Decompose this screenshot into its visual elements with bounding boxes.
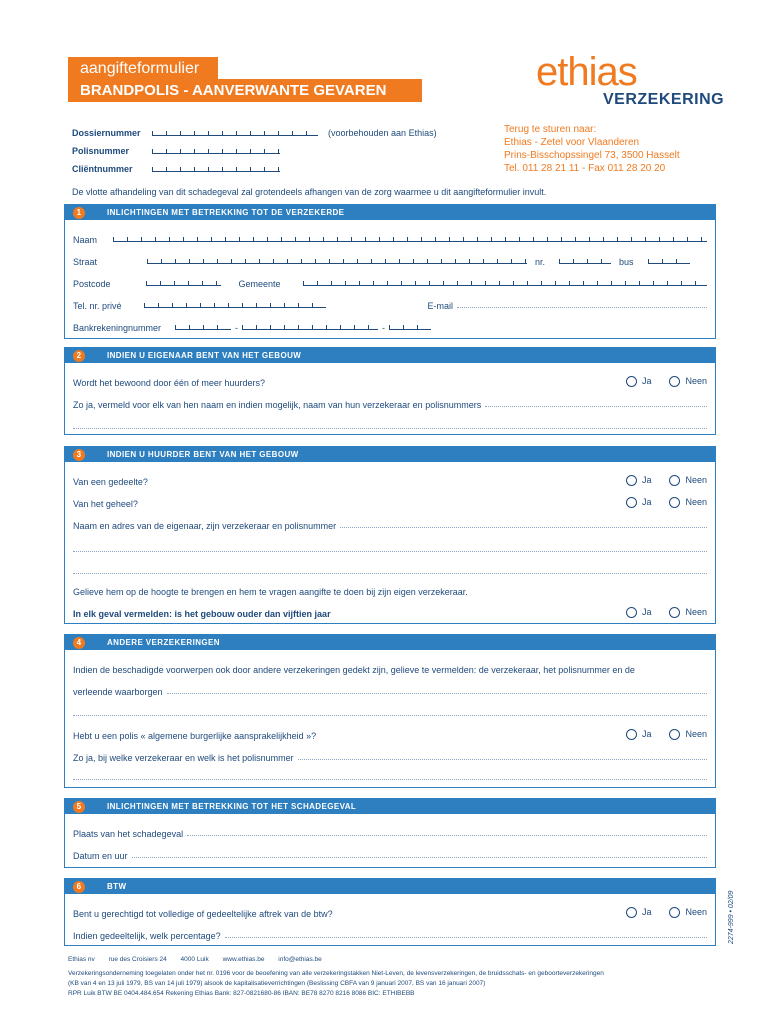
no-label: Neen bbox=[685, 729, 707, 739]
polis-field[interactable] bbox=[152, 148, 280, 154]
bank-field-1[interactable] bbox=[175, 324, 231, 330]
s3-q1-no-radio[interactable] bbox=[669, 475, 680, 486]
s3-q5-yes-radio[interactable] bbox=[626, 607, 637, 618]
email-label: E-mail bbox=[427, 301, 454, 311]
bank-label: Bankrekeningnummer bbox=[73, 323, 162, 333]
client-field[interactable] bbox=[152, 166, 280, 172]
return-line: Terug te sturen naar: bbox=[504, 124, 597, 135]
section-number: 4 bbox=[73, 637, 85, 649]
form-code: 2274-999 • 02/09 bbox=[728, 890, 735, 944]
footer-legal: RPR Luik BTW BE 0404.484.654 Rekening Ethias Bank: 827-0821680-86 IBAN: BE78 8270 8216 8086 BIC: ETHIBEBB bbox=[68, 990, 415, 997]
s2-q2-field[interactable] bbox=[485, 406, 707, 407]
s2-extra-line[interactable] bbox=[73, 428, 707, 429]
section-title: INLICHTINGEN MET BETREKKING TOT HET SCHADEGEVAL bbox=[107, 802, 357, 811]
dossier-field[interactable] bbox=[152, 130, 318, 136]
s4-q1-label: Indien de beschadigde voorwerpen ook door andere verzekeringen gedekt zijn, gelieve te vermelden: de verzekeraar, het polisnummer en de bbox=[73, 665, 635, 675]
footer-legal: (KB van 4 en 13 juli 1979, BS van 14 juli 1979) alsook de kapitalisatieverrichtingen (Beslissing CBFA van 9 januari 2007, BS van 16 januari 2007) bbox=[68, 980, 486, 987]
section-number: 6 bbox=[73, 881, 85, 893]
tel-label: Tel. nr. privé bbox=[73, 301, 122, 311]
postcode-label: Postcode bbox=[73, 279, 111, 289]
gemeente-label: Gemeente bbox=[238, 279, 281, 289]
yes-label: Ja bbox=[641, 907, 652, 917]
footer-web[interactable]: www.ethias.be bbox=[222, 956, 265, 963]
intro-text: De vlotte afhandeling van dit schadegeval zal grotendeels afhangen van de zorg waarmee u dit aangifteformulier invult. bbox=[72, 187, 547, 197]
postcode-field[interactable] bbox=[146, 280, 221, 286]
no-label: Neen bbox=[685, 475, 707, 485]
gemeente-field[interactable] bbox=[303, 280, 707, 286]
straat-label: Straat bbox=[73, 257, 98, 267]
nr-label: nr. bbox=[535, 257, 546, 267]
s3-q1-yes-radio[interactable] bbox=[626, 475, 637, 486]
client-label: Cliëntnummer bbox=[72, 164, 133, 174]
return-address bbox=[504, 123, 680, 175]
footer-mail[interactable]: info@ethias.be bbox=[278, 956, 322, 963]
s5-q1-label: Plaats van het schadegeval bbox=[73, 829, 184, 839]
s4-q2-label: Hebt u een polis « algemene burgerlijke aansprakelijkheid »? bbox=[73, 731, 317, 741]
email-field[interactable] bbox=[457, 307, 707, 308]
no-label: Neen bbox=[685, 607, 707, 617]
s5-q2-field[interactable] bbox=[132, 857, 707, 858]
naam-field[interactable] bbox=[113, 236, 707, 242]
s6-q1-label: Bent u gerechtigd tot volledige of gedeeltelijke aftrek van de btw? bbox=[73, 909, 333, 919]
footer-company: Ethias nv bbox=[68, 956, 95, 963]
footer-legal: Verzekeringsonderneming toegelaten onder het nr. 0196 voor de beoefening van alle verzekeringstakken Niet-Leven, de levensverzekeringen, de bruidsschats- en geboorteverzekeringen bbox=[68, 970, 604, 977]
return-line: Tel. 011 28 21 11 - Fax 011 28 20 20 bbox=[504, 163, 666, 174]
section-insured: 1 INLICHTINGEN MET BETREKKING TOT DE VERZEKERDE Naam Straat nr. bus Postcode Gemeente Tel. nr. privé E-mail Bankrekeningnummer - - bbox=[64, 204, 716, 339]
s4-extra-line[interactable] bbox=[73, 779, 707, 780]
logo-word: ethias bbox=[536, 50, 637, 94]
s4-q3-field[interactable] bbox=[298, 759, 707, 760]
section-title: BTW bbox=[107, 882, 127, 891]
s3-q2-no-radio[interactable] bbox=[669, 497, 680, 508]
return-line: Prins-Bisschopssingel 73, 3500 Hasselt bbox=[504, 150, 680, 161]
s6-q1-no-radio[interactable] bbox=[669, 907, 680, 918]
s5-q2-label: Datum en uur bbox=[73, 851, 128, 861]
s2-q1-yes-radio[interactable] bbox=[626, 376, 637, 387]
s2-q2-label: Zo ja, vermeld voor elk van hen naam en indien mogelijk, naam van hun verzekeraar en polisnummers bbox=[73, 400, 482, 410]
section-title: INDIEN U HUURDER BENT VAN HET GEBOUW bbox=[107, 450, 299, 459]
naam-label: Naam bbox=[73, 235, 98, 245]
s3-q2-yes-radio[interactable] bbox=[626, 497, 637, 508]
bank-field-2[interactable] bbox=[242, 324, 378, 330]
s6-q1-yes-radio[interactable] bbox=[626, 907, 637, 918]
s3-q5-label: In elk geval vermelden: is het gebouw ouder dan vijftien jaar bbox=[73, 609, 331, 619]
dossier-label: Dossiernummer bbox=[72, 128, 141, 138]
section-tenant bbox=[64, 446, 716, 624]
section-number: 2 bbox=[73, 350, 85, 362]
logo-sub: VERZEKERING bbox=[603, 91, 725, 108]
nr-field[interactable] bbox=[559, 258, 611, 264]
no-label: Neen bbox=[685, 497, 707, 507]
s3-q1-label: Van een gedeelte? bbox=[73, 477, 148, 487]
section-title: INDIEN U EIGENAAR BENT VAN HET GEBOUW bbox=[107, 351, 302, 360]
s2-q1-label: Wordt het bewoond door één of meer huurders? bbox=[73, 378, 265, 388]
footer bbox=[68, 955, 604, 999]
s3-q2-label: Van het geheel? bbox=[73, 499, 138, 509]
no-label: Neen bbox=[685, 907, 707, 917]
s6-q2-label: Indien gedeeltelijk, welk percentage? bbox=[73, 931, 221, 941]
s4-q1-field[interactable] bbox=[167, 693, 707, 694]
s4-q1b-label: verleende waarborgen bbox=[73, 687, 163, 697]
tel-field[interactable] bbox=[144, 302, 326, 308]
bus-field[interactable] bbox=[648, 258, 690, 264]
header-fields bbox=[72, 124, 437, 178]
polis-label: Polisnummer bbox=[72, 146, 130, 156]
section-owner bbox=[64, 347, 716, 435]
form-title: BRANDPOLIS - AANVERWANTE GEVAREN bbox=[68, 79, 422, 102]
return-line: Ethias - Zetel voor Vlaanderen bbox=[504, 137, 640, 148]
s4-q2-no-radio[interactable] bbox=[669, 729, 680, 740]
dossier-note: (voorbehouden aan Ethias) bbox=[328, 128, 437, 138]
s3-q3-field[interactable] bbox=[340, 527, 707, 528]
s3-q4-label: Gelieve hem op de hoogte te brengen en hem te vragen aangifte te doen bij zijn eigen verzekeraar. bbox=[73, 587, 468, 597]
section-number: 1 bbox=[73, 207, 85, 219]
s3-q5-no-radio[interactable] bbox=[669, 607, 680, 618]
footer-city: 4000 Luik bbox=[180, 956, 209, 963]
yes-label: Ja bbox=[641, 376, 652, 386]
section-vat bbox=[64, 878, 716, 946]
section-number: 5 bbox=[73, 801, 85, 813]
s6-q2-field[interactable] bbox=[225, 937, 707, 938]
ethias-logo bbox=[528, 30, 725, 110]
s4-extra-line[interactable] bbox=[73, 715, 707, 716]
yes-label: Ja bbox=[641, 729, 652, 739]
bus-label: bus bbox=[619, 257, 634, 267]
s4-q2-yes-radio[interactable] bbox=[626, 729, 637, 740]
yes-label: Ja bbox=[641, 497, 652, 507]
section-number: 3 bbox=[73, 449, 85, 461]
section-title: ANDERE VERZEKERINGEN bbox=[107, 638, 220, 647]
footer-street: rue des Croisiers 24 bbox=[108, 956, 167, 963]
form-subtitle: aangifteformulier bbox=[68, 57, 218, 79]
s4-q3-label: Zo ja, bij welke verzekeraar en welk is het polisnummer bbox=[73, 753, 294, 763]
yes-label: Ja bbox=[641, 475, 652, 485]
bank-field-3[interactable] bbox=[389, 324, 431, 330]
section-claim-info bbox=[64, 798, 716, 868]
straat-field[interactable] bbox=[147, 258, 527, 264]
s3-extra-line[interactable] bbox=[73, 551, 707, 552]
section-title: INLICHTINGEN MET BETREKKING TOT DE VERZEKERDE bbox=[107, 208, 345, 217]
yes-label: Ja bbox=[641, 607, 652, 617]
s3-extra-line[interactable] bbox=[73, 573, 707, 574]
s2-q1-no-radio[interactable] bbox=[669, 376, 680, 387]
no-label: Neen bbox=[685, 376, 707, 386]
s5-q1-field[interactable] bbox=[187, 835, 707, 836]
section-other-insurance bbox=[64, 634, 716, 788]
s3-q3-label: Naam en adres van de eigenaar, zijn verzekeraar en polisnummer bbox=[73, 521, 337, 531]
